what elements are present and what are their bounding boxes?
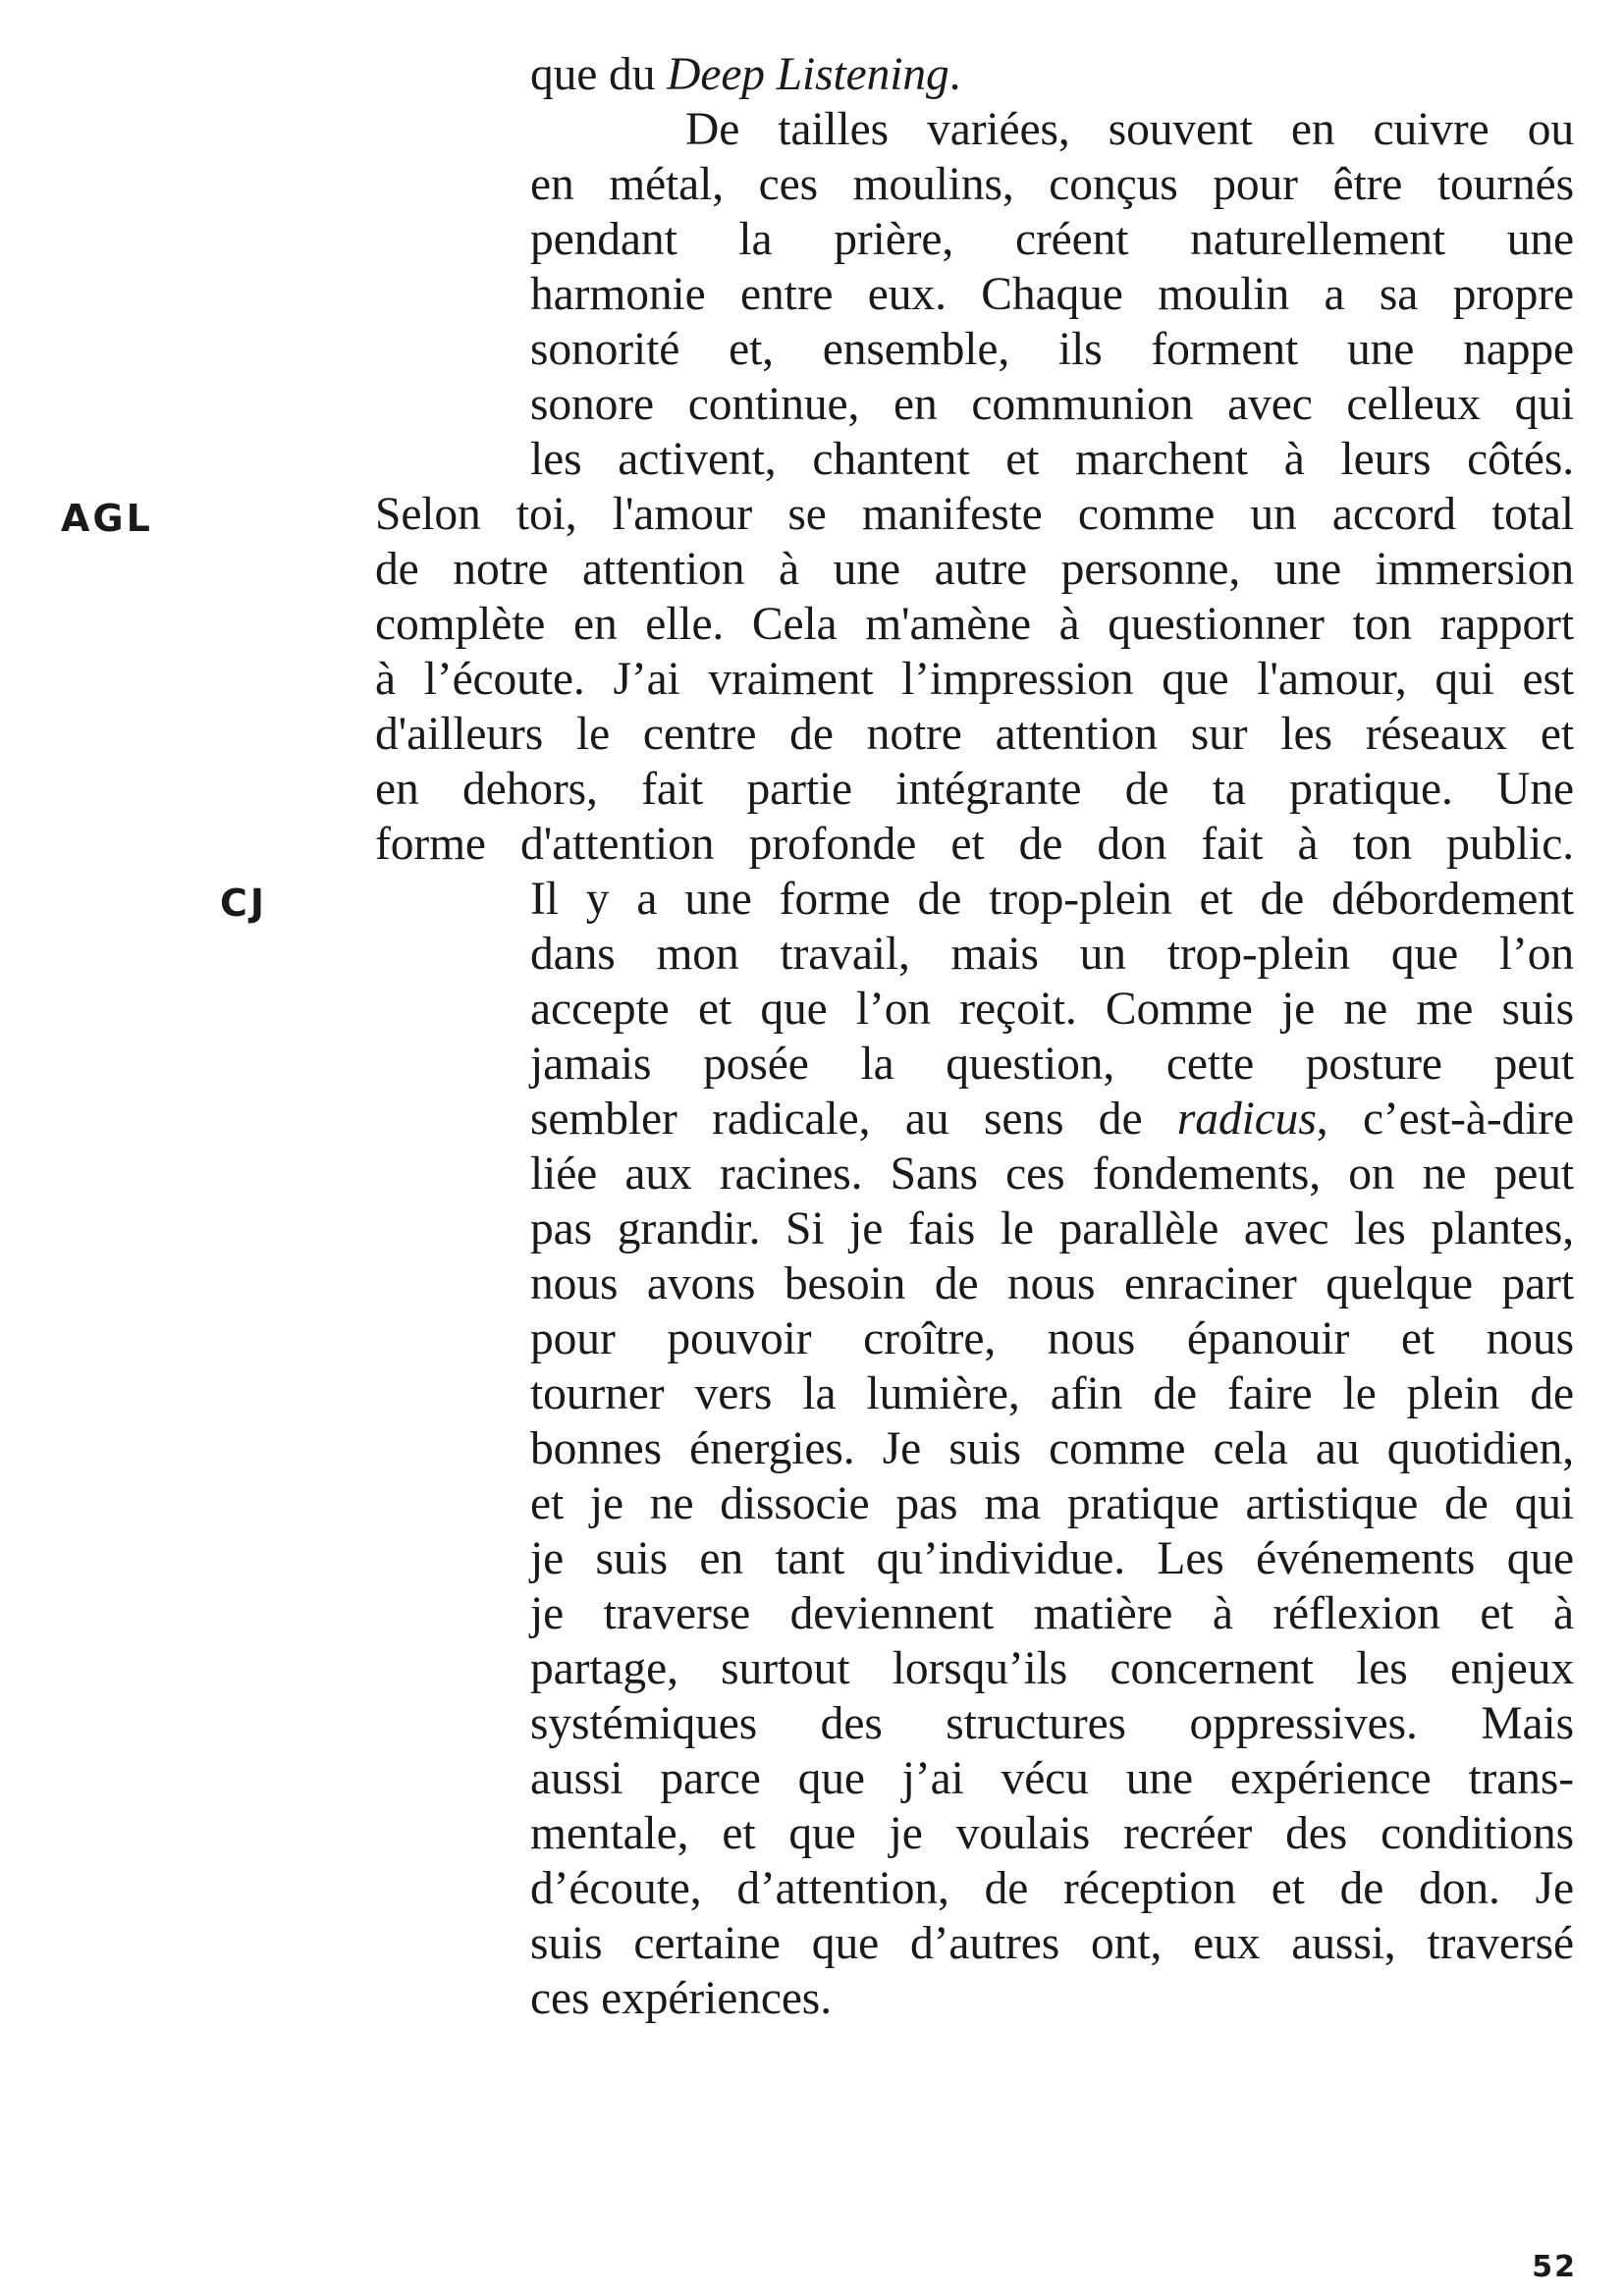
text-line: partage, surtout lorsqu’ils concernent les enjeux [530, 1643, 1574, 1694]
text-line: je suis en tant qu’individue. Les événements que [530, 1533, 1574, 1584]
text-line: systémiques des structures oppressives. Mais [530, 1698, 1574, 1749]
text-line: aussi parce que j’ai vécu une expérience trans- [530, 1753, 1574, 1804]
paragraph-deep-listening [530, 47, 1574, 487]
emphasis-deep-listening: Deep Listening [667, 49, 949, 100]
text-line [530, 47, 1574, 102]
text-line: forme d'attention profonde et de don fait à ton public. [375, 819, 1574, 870]
speaker-label-agl: AGL [61, 497, 153, 540]
text-line: dans mon travail, mais un trop-plein que l’on [530, 929, 1574, 980]
text-line: pendant la prière, créent naturellement une [530, 214, 1574, 265]
text-line: les activent, chantent et marchent à leurs côtés. [530, 434, 1574, 485]
text-line: en dehors, fait partie intégrante de ta pratique. Une [375, 764, 1574, 815]
text-line-suffix: , c’est-à-dire [1316, 1094, 1574, 1145]
paragraph-agl [375, 487, 1574, 872]
text-line: d'ailleurs le centre de notre attention sur les réseaux et [375, 709, 1574, 760]
text-line: jamais posée la question, cette posture peut [530, 1039, 1574, 1090]
text-line: pour pouvoir croître, nous épanouir et nous [530, 1313, 1574, 1364]
text-line: nous avons besoin de nous enraciner quelque part [530, 1258, 1574, 1309]
text-line: d’écoute, d’attention, de réception et de don. Je [530, 1863, 1574, 1914]
text-line: de notre attention à une autre personne, une immersion [375, 544, 1574, 595]
text-line [530, 1092, 1574, 1147]
text-line-prefix: sembler radicale, au sens de [530, 1094, 1177, 1145]
text-line: et je ne dissocie pas ma pratique artistique de qui [530, 1478, 1574, 1529]
paragraph-cj [530, 872, 1574, 2026]
page-number: 52 [1532, 2250, 1577, 2284]
emphasis-radicus: radicus [1176, 1094, 1317, 1145]
text-line: tourner vers la lumière, afin de faire le plein de [530, 1368, 1574, 1419]
text-line: pas grandir. Si je fais le parallèle avec les plantes, [530, 1203, 1574, 1255]
text-line: sonorité et, ensemble, ils forment une nappe [530, 324, 1574, 375]
text-line: à l’écoute. J’ai vraiment l’impression que l'amour, qui est [375, 654, 1574, 705]
text-line: je traverse deviennent matière à réflexion et à [530, 1588, 1574, 1639]
text-line: Il y a une forme de trop-plein et de débordement [530, 874, 1574, 925]
text-line: mentale, et que je voulais recréer des conditions [530, 1808, 1574, 1859]
text-line: Selon toi, l'amour se manifeste comme un accord total [375, 489, 1574, 540]
text-line: accepte et que l’on reçoit. Comme je ne me suis [530, 984, 1574, 1035]
text-line: complète en elle. Cela m'amène à questionner ton rapport [375, 599, 1574, 650]
text-line: liée aux racines. Sans ces fondements, on ne peut [530, 1148, 1574, 1200]
text-line: harmonie entre eux. Chaque moulin a sa propre [530, 269, 1574, 320]
text-line: en métal, ces moulins, conçus pour être tournés [530, 159, 1574, 210]
speaker-label-cj: CJ [220, 881, 268, 925]
text-line: sonore continue, en communion avec celleux qui [530, 379, 1574, 430]
text-line-prefix: que du [530, 49, 668, 100]
text-line: bonnes énergies. Je suis comme cela au quotidien, [530, 1423, 1574, 1474]
text-line: ces expériences. [530, 1973, 832, 2024]
text-line: suis certaine que d’autres ont, eux aussi, traversé [530, 1918, 1574, 1969]
text-line: De tailles variées, souvent en cuivre ou [685, 104, 1574, 155]
text-line-suffix: . [948, 49, 961, 100]
